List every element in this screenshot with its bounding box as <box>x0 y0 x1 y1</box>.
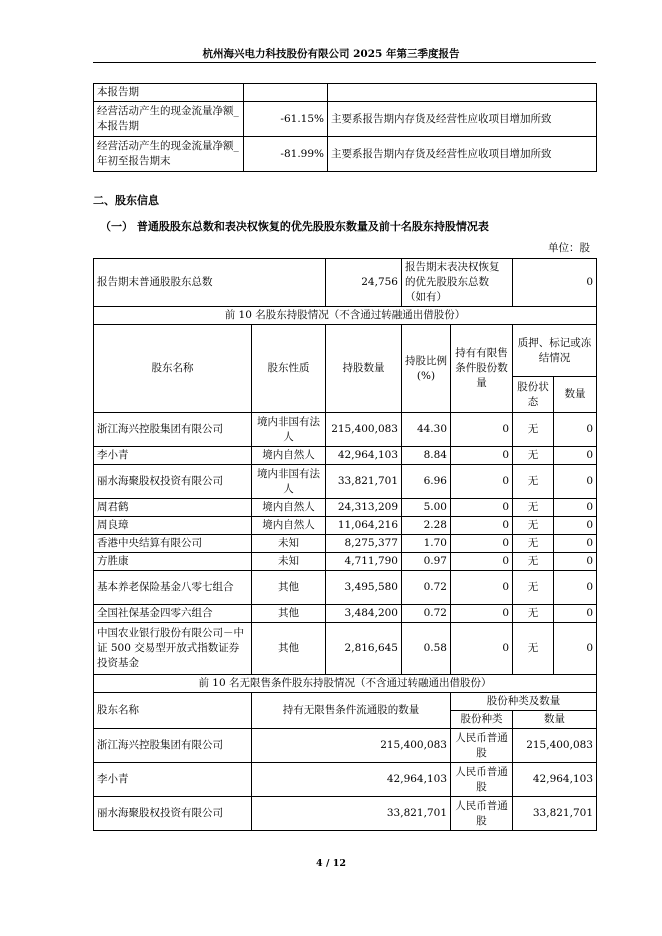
share-ratio: 2.28 <box>402 517 451 535</box>
shareholder-name: 全国社保基金四零六组合 <box>94 605 252 623</box>
u-col-header-type-group: 股份种类及数量 <box>451 693 597 711</box>
table-row <box>94 553 597 571</box>
shareholder-nature: 其他 <box>252 623 326 675</box>
pledge-count: 0 <box>554 535 597 553</box>
table-row <box>94 413 597 447</box>
table-row <box>94 499 597 517</box>
restricted-shares: 0 <box>451 499 513 517</box>
share-count: 42,964,103 <box>513 763 597 797</box>
share-type: 人民币普通股 <box>451 763 513 797</box>
shares-held: 4,711,790 <box>326 553 402 571</box>
share-ratio: 6.96 <box>402 465 451 499</box>
share-type: 人民币普通股 <box>451 797 513 831</box>
shareholder-name: 浙江海兴控股集团有限公司 <box>94 729 252 763</box>
restricted-shares: 0 <box>451 517 513 535</box>
total-shareholders-label: 报告期末普通股股东总数 <box>94 259 326 307</box>
table-row <box>94 797 597 831</box>
table-row <box>94 623 597 675</box>
partial-row-label: 本报告期 <box>94 84 244 102</box>
shareholder-name: 丽水海聚股权投资有限公司 <box>94 797 252 831</box>
pledge-count: 0 <box>554 623 597 675</box>
share-ratio: 0.72 <box>402 605 451 623</box>
header-divider <box>93 62 596 63</box>
table-row <box>94 729 597 763</box>
u-col-header-qty: 持有无限售条件流通股的数量 <box>252 693 451 729</box>
pledge-status: 无 <box>513 605 554 623</box>
share-ratio: 0.58 <box>402 623 451 675</box>
shares-held: 3,484,200 <box>326 605 402 623</box>
pledge-status: 无 <box>513 623 554 675</box>
share-type: 人民币普通股 <box>451 729 513 763</box>
item-cell: 经营活动产生的现金流量净额_本报告期 <box>94 102 244 137</box>
u-col-header-name: 股东名称 <box>94 693 252 729</box>
share-ratio: 44.30 <box>402 413 451 447</box>
shareholder-name: 方胜康 <box>94 553 252 571</box>
restricted-shares: 0 <box>451 413 513 447</box>
restricted-shares: 0 <box>451 571 513 605</box>
shareholder-name: 中国农业银行股份有限公司－中证 500 交易型开放式指数证券投资基金 <box>94 623 252 675</box>
pref-shareholders-label: 报告期末表决权恢复的优先股股东总数（如有） <box>402 259 513 307</box>
shares-held: 11,064,216 <box>326 517 402 535</box>
pledge-status: 无 <box>513 413 554 447</box>
shareholder-name: 李小青 <box>94 763 252 797</box>
u-col-header-count: 数量 <box>513 711 597 729</box>
value-cell: -81.99% <box>244 137 328 172</box>
unrestricted-qty: 42,964,103 <box>252 763 451 797</box>
top10-caption: 前 10 名股东持股情况（不含通过转融通出借股份） <box>94 307 597 325</box>
share-ratio: 0.97 <box>402 553 451 571</box>
pledge-count: 0 <box>554 447 597 465</box>
shares-held: 215,400,083 <box>326 413 402 447</box>
shares-held: 3,495,580 <box>326 571 402 605</box>
shares-held: 24,313,209 <box>326 499 402 517</box>
table-row <box>94 517 597 535</box>
pledge-status: 无 <box>513 517 554 535</box>
restricted-shares: 0 <box>451 465 513 499</box>
col-header-status: 股份状态 <box>513 377 554 413</box>
share-ratio: 0.72 <box>402 571 451 605</box>
share-ratio: 1.70 <box>402 535 451 553</box>
shareholder-nature: 境内自然人 <box>252 499 326 517</box>
shareholder-nature: 未知 <box>252 553 326 571</box>
unrestricted-caption: 前 10 名无限售条件股东持股情况（不含通过转融通出借股份） <box>94 675 597 693</box>
pledge-count: 0 <box>554 605 597 623</box>
report-header: 杭州海兴电力科技股份有限公司 2025 年第三季度报告 <box>202 48 460 60</box>
shareholder-table <box>93 258 597 831</box>
shareholder-nature: 其他 <box>252 571 326 605</box>
table-row <box>94 137 597 172</box>
col-header-shares: 持股数量 <box>326 325 402 413</box>
share-count: 215,400,083 <box>513 729 597 763</box>
shares-held: 42,964,103 <box>326 447 402 465</box>
pledge-count: 0 <box>554 499 597 517</box>
restricted-shares: 0 <box>451 553 513 571</box>
pledge-status: 无 <box>513 535 554 553</box>
pledge-count: 0 <box>554 553 597 571</box>
table-row <box>94 102 597 137</box>
pledge-status: 无 <box>513 571 554 605</box>
section-title: 二、股东信息 <box>93 194 159 207</box>
unit-label: 单位：股 <box>548 242 590 254</box>
col-header-pledge: 质押、标记或冻结情况 <box>513 325 597 377</box>
unrestricted-qty: 33,821,701 <box>252 797 451 831</box>
shareholder-name: 浙江海兴控股集团有限公司 <box>94 413 252 447</box>
shareholder-name: 周君鹤 <box>94 499 252 517</box>
shareholder-nature: 未知 <box>252 535 326 553</box>
pledge-status: 无 <box>513 499 554 517</box>
page-number: 4 / 12 <box>316 858 346 869</box>
col-header-ratio: 持股比例(%) <box>402 325 451 413</box>
reason-cell: 主要系报告期内存货及经营性应收项目增加所致 <box>328 102 597 137</box>
change-reason-table <box>93 83 597 172</box>
pledge-count: 0 <box>554 413 597 447</box>
shares-held: 8,275,377 <box>326 535 402 553</box>
restricted-shares: 0 <box>451 623 513 675</box>
table-row <box>94 605 597 623</box>
table-row <box>94 571 597 605</box>
shareholder-name: 香港中央结算有限公司 <box>94 535 252 553</box>
shareholder-nature: 境内自然人 <box>252 447 326 465</box>
table-row <box>94 763 597 797</box>
restricted-shares: 0 <box>451 605 513 623</box>
unrestricted-qty: 215,400,083 <box>252 729 451 763</box>
table-row <box>94 535 597 553</box>
col-header-name: 股东名称 <box>94 325 252 413</box>
pledge-status: 无 <box>513 553 554 571</box>
value-cell: -61.15% <box>244 102 328 137</box>
shareholder-nature: 其他 <box>252 605 326 623</box>
shareholder-nature: 境内非国有法人 <box>252 465 326 499</box>
reason-cell: 主要系报告期内存货及经营性应收项目增加所致 <box>328 137 597 172</box>
restricted-shares: 0 <box>451 447 513 465</box>
shareholder-name: 丽水海聚股权投资有限公司 <box>94 465 252 499</box>
col-header-nature: 股东性质 <box>252 325 326 413</box>
pledge-count: 0 <box>554 465 597 499</box>
shares-held: 33,821,701 <box>326 465 402 499</box>
col-header-count: 数量 <box>554 377 597 413</box>
share-count: 33,821,701 <box>513 797 597 831</box>
pledge-status: 无 <box>513 465 554 499</box>
pledge-status: 无 <box>513 447 554 465</box>
shareholder-nature: 境内自然人 <box>252 517 326 535</box>
table-row <box>94 447 597 465</box>
share-ratio: 8.84 <box>402 447 451 465</box>
restricted-shares: 0 <box>451 535 513 553</box>
u-col-header-type: 股份种类 <box>451 711 513 729</box>
pref-shareholders-value: 0 <box>513 259 597 307</box>
subsection-title: （一） 普通股股东总数和表决权恢复的优先股股东数量及前十名股东持股情况表 <box>100 220 489 233</box>
shareholder-name: 周良璋 <box>94 517 252 535</box>
share-ratio: 5.00 <box>402 499 451 517</box>
shareholder-nature: 境内非国有法人 <box>252 413 326 447</box>
item-cell: 经营活动产生的现金流量净额_年初至报告期末 <box>94 137 244 172</box>
col-header-restricted: 持有有限售条件股份数量 <box>451 325 513 413</box>
shares-held: 2,816,645 <box>326 623 402 675</box>
table-row <box>94 465 597 499</box>
shareholder-name: 基本养老保险基金八零七组合 <box>94 571 252 605</box>
shareholder-name: 李小青 <box>94 447 252 465</box>
pledge-count: 0 <box>554 571 597 605</box>
pledge-count: 0 <box>554 517 597 535</box>
total-shareholders-value: 24,756 <box>326 259 402 307</box>
